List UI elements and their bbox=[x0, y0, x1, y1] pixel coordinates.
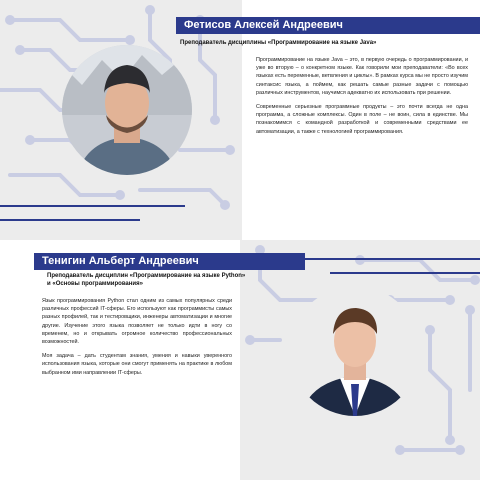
accent-line bbox=[296, 258, 480, 260]
teacher-2-bio bbox=[42, 297, 232, 383]
teacher-1-bio bbox=[256, 56, 468, 142]
teacher-2-photo bbox=[290, 286, 420, 416]
teacher-1-role: Преподаватель дисциплины «Программирование на языке Java» bbox=[180, 40, 377, 46]
bio-paragraph: Программирование на языке Java – это, в первую очередь о программировании, и уже во вторую – о конкретном языке. Как говорили мои преподаватели: «Во всех языках есть переменные, ветвления и циклы». В рамках курса мы не просто изучим синтаксис языка, а поймем, как решать самые разные задачи с помощью различных инструментов, научимся адекватно их использовать при решении. bbox=[256, 57, 468, 96]
bio-paragraph: Язык программирования Python стал одним из самых популярных среди различных профессий IT-сферы. Его используют как программисты самых разных профилей, так и тестировщики, инженеры автоматизации и многие другие. Изучение этого языка позволяет не только идти в ногу со временем, но и открывать огромное количество профессиональных возможностей. bbox=[42, 298, 232, 346]
teacher-1-photo bbox=[62, 45, 192, 175]
role-line: Преподаватель дисциплин «Программирование на языке Python» bbox=[47, 273, 246, 279]
bio-paragraph: Современные серьезные программные продукты – это почти всегда не одна программа, а сложные комплексы. Один в поле – не воин, сила в единстве. Мы познакомимся с командной разработкой и современными средствами ее автоматизации, а также с технологией программирования. bbox=[256, 104, 468, 135]
teacher-2-role bbox=[47, 272, 307, 288]
teacher-1-name: Фетисов Алексей Андреевич bbox=[176, 17, 480, 34]
accent-line bbox=[0, 219, 140, 221]
accent-line bbox=[0, 205, 185, 207]
role-line: и «Основы программирования» bbox=[47, 281, 143, 287]
teacher-2-name: Тенигин Альберт Андреевич bbox=[34, 253, 305, 270]
accent-line bbox=[330, 272, 480, 274]
teacher-card-2 bbox=[0, 240, 480, 480]
bio-paragraph: Моя задача – дать студентам знания, умения и навыки уверенного использования языка, которые они смогут применять на практике в любом выбранном ими направлении IT-сферы. bbox=[42, 353, 232, 376]
